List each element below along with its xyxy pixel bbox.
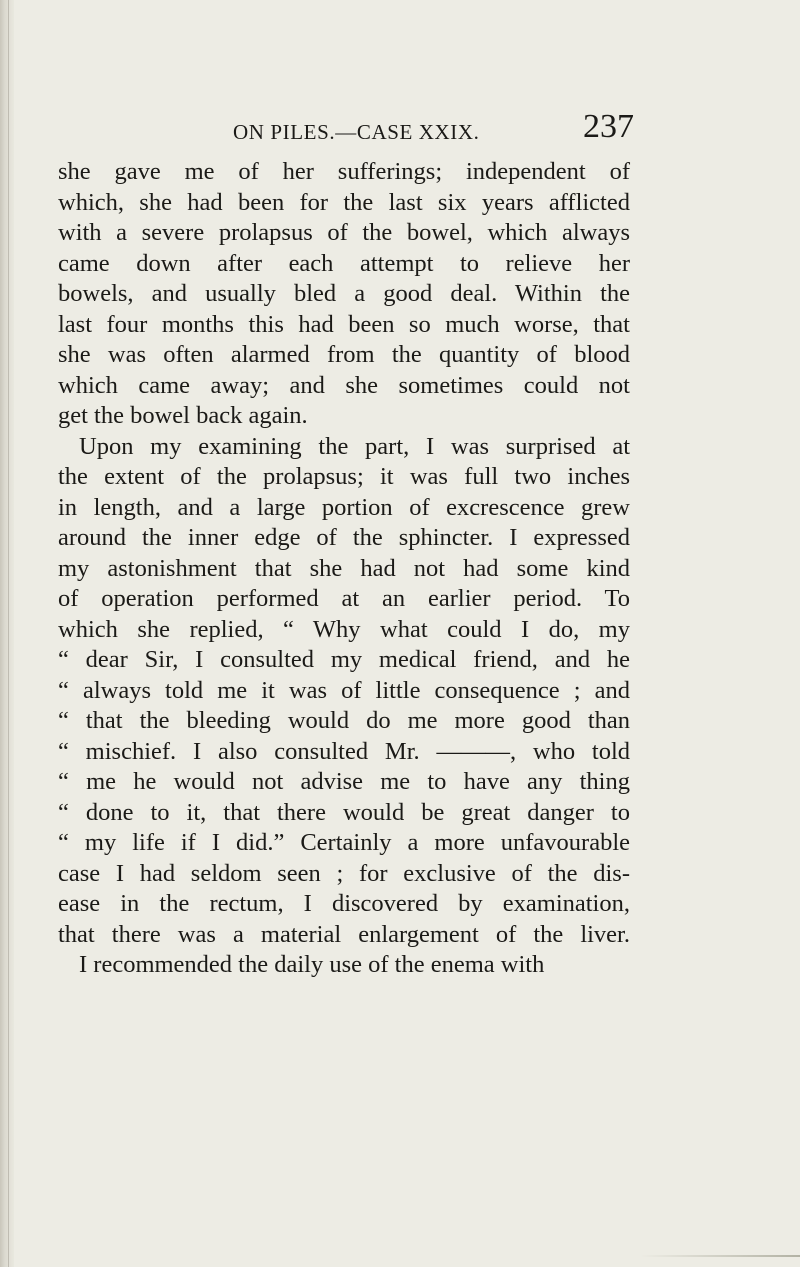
page-header bbox=[0, 108, 800, 150]
text-line: of operation performed at an earlier period. To bbox=[58, 585, 630, 612]
text-line: the extent of the prolapsus; it was full two inches bbox=[58, 463, 630, 490]
text-line: which came away; and she sometimes could not bbox=[58, 371, 630, 399]
binding-shadow-line bbox=[8, 0, 9, 1267]
text-line: that there was a material enlargement of the liver. bbox=[58, 920, 630, 948]
text-line: with a severe prolapsus of the bowel, which always bbox=[58, 219, 630, 246]
text-line: I recommended the daily use of the enema with bbox=[79, 951, 545, 978]
text-line: Upon my examining the part, I was surprised at bbox=[79, 432, 630, 460]
text-line: in length, and a large portion of excrescence grew bbox=[58, 493, 630, 521]
text-line: “ that the bleeding would do me more good than bbox=[58, 707, 630, 734]
text-line: around the inner edge of the sphincter. I expressed bbox=[58, 524, 630, 551]
text-line: “ done to it, that there would be great danger to bbox=[58, 798, 630, 826]
text-line: “ mischief. I also consulted Mr. ———, who told bbox=[58, 737, 630, 765]
text-line: came down after each attempt to relieve her bbox=[58, 249, 630, 277]
text-line: ease in the rectum, I discovered by examination, bbox=[58, 890, 630, 917]
text-line: last four months this had been so much worse, that bbox=[58, 310, 630, 338]
body-text bbox=[58, 157, 630, 981]
text-line: my astonishment that she had not had some kind bbox=[58, 554, 630, 582]
page-edge-shadow bbox=[640, 1255, 800, 1257]
text-line: which she replied, “ Why what could I do, my bbox=[58, 615, 630, 643]
text-line: “ dear Sir, I consulted my medical friend, and he bbox=[58, 646, 630, 673]
text-line: she gave me of her sufferings; independent of bbox=[58, 158, 630, 185]
text-line: bowels, and usually bled a good deal. Within the bbox=[58, 280, 630, 307]
page-binding-edge bbox=[0, 0, 14, 1267]
text-line: which, she had been for the last six years afflicted bbox=[58, 188, 630, 216]
running-head: ON PILES.—CASE XXIX. bbox=[233, 120, 480, 144]
text-line: “ my life if I did.” Certainly a more unfavourable bbox=[58, 829, 630, 856]
text-line: case I had seldom seen ; for exclusive of the dis- bbox=[58, 859, 630, 887]
text-line: get the bowel back again. bbox=[58, 402, 308, 429]
page-number: 237 bbox=[583, 108, 634, 145]
text-line: she was often alarmed from the quantity of blood bbox=[58, 341, 630, 368]
text-line: “ always told me it was of little consequence ; and bbox=[58, 676, 630, 704]
text-line: “ me he would not advise me to have any thing bbox=[58, 768, 630, 795]
